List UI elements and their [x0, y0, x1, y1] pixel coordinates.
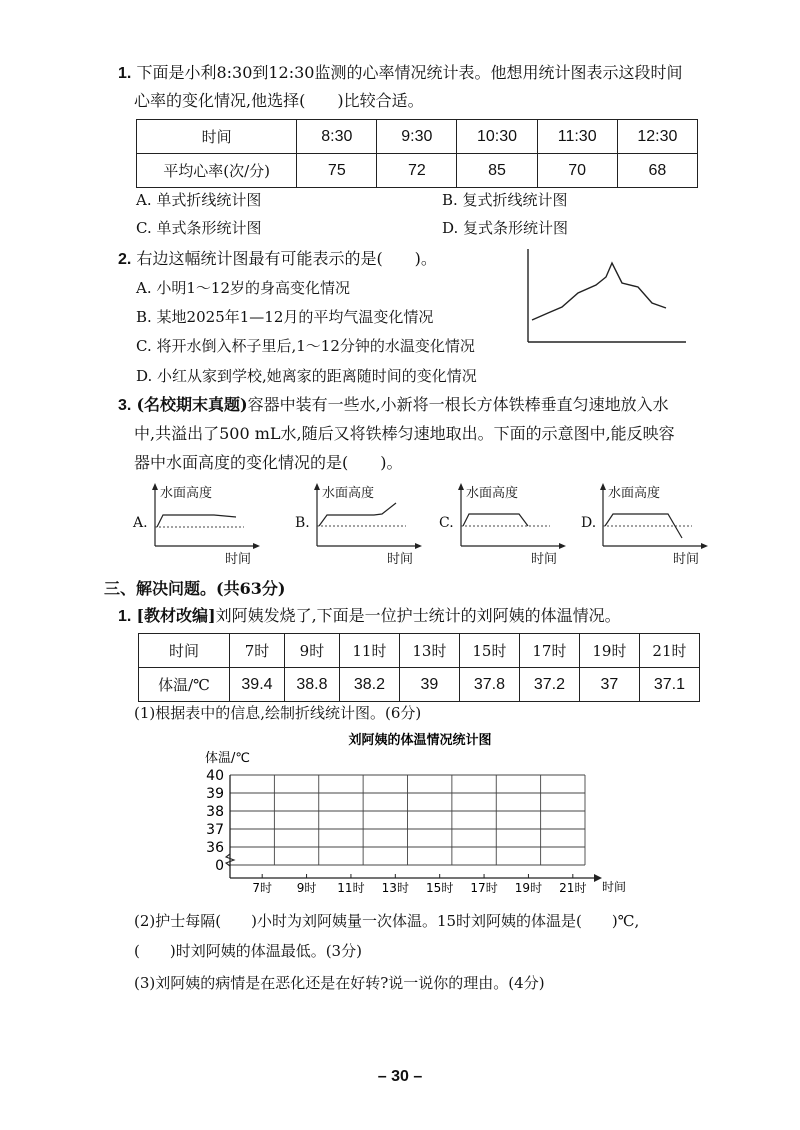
table-cell: 38.2	[339, 668, 399, 702]
y-tick-label: 38	[206, 804, 224, 820]
temperature-chart[interactable]	[195, 728, 645, 900]
q3-graph-c-ylabel: 水面高度	[466, 486, 519, 501]
table-cell: 37	[579, 668, 639, 702]
table-cell: 12:30	[617, 120, 697, 154]
chart-grid	[230, 775, 585, 865]
q3-number: 3.	[118, 397, 132, 414]
section-3-title: 三、解决问题。(共63分)	[104, 579, 286, 598]
chart-xlabel: 时间	[602, 880, 627, 894]
q3-graph-a-letter: A.	[133, 515, 148, 531]
x-tick-label: 9时	[296, 881, 317, 895]
table-cell: 75	[297, 154, 377, 188]
q1-line1	[118, 62, 682, 85]
table-cell: 11:30	[537, 120, 617, 154]
table-cell: 17时	[519, 634, 579, 668]
chart-ylabel: 体温/℃	[205, 751, 250, 766]
page-number: – 30 –	[377, 1068, 423, 1085]
x-tick-label: 7时	[252, 881, 273, 895]
table-cell: 39.4	[230, 668, 285, 702]
table-row	[139, 668, 700, 702]
table-row	[139, 634, 700, 668]
table-cell: 9时	[284, 634, 339, 668]
x-tick-label: 19时	[514, 881, 543, 895]
table-cell: 体温/℃	[139, 668, 230, 702]
y-tick-label: 37	[206, 822, 224, 838]
q1-option-c[interactable]: C. 单式条形统计图	[136, 219, 262, 237]
q3-graph-b[interactable]	[294, 480, 424, 565]
q3-stem-2: 中,共溢出了500 mL水,随后又将铁棒匀速地取出。下面的示意图中,能反映容	[134, 424, 675, 443]
x-tick-label: 21时	[559, 881, 587, 895]
x-tick-label: 15时	[426, 881, 454, 895]
q3-graph-d-ylabel: 水面高度	[608, 486, 661, 501]
chart-title: 刘阿姨的体温情况统计图	[348, 733, 492, 748]
q2-option-a[interactable]: A. 小明1～12岁的身高变化情况	[136, 279, 351, 297]
q3-stem-3: 器中水面高度的变化情况的是( )。	[134, 453, 403, 472]
p1-number: 1.	[118, 608, 132, 625]
q3-graph-b-xlabel: 时间	[387, 552, 414, 567]
p1-tag: [教材改编]	[136, 606, 216, 625]
y-tick-label: 39	[206, 786, 224, 802]
chart-x-ticks	[252, 874, 586, 895]
q1-number: 1.	[118, 65, 132, 82]
q3-graph-b-ylabel: 水面高度	[322, 486, 375, 501]
q3-graph-d-letter: D.	[581, 515, 597, 531]
q3-line1	[118, 394, 669, 417]
y-tick-label: 0	[215, 858, 224, 874]
table-cell: 8:30	[297, 120, 377, 154]
q1-stem-1: 下面是小利8:30到12:30监测的心率情况统计表。他想用统计图表示这段时间	[136, 63, 683, 82]
table-cell: 37.2	[519, 668, 579, 702]
table-cell: 21时	[639, 634, 699, 668]
p1-stem-line	[118, 605, 621, 628]
q2-trend-line	[532, 263, 666, 320]
table-cell: 平均心率(次/分)	[137, 154, 297, 188]
q1-option-a[interactable]: A. 单式折线统计图	[136, 191, 262, 209]
table-cell: 7时	[230, 634, 285, 668]
y-tick-label: 36	[206, 840, 224, 856]
chart-y-ticks	[206, 768, 224, 874]
table-cell: 37.1	[639, 668, 699, 702]
p1-temperature-table	[138, 633, 700, 702]
x-tick-label: 11时	[337, 881, 365, 895]
table-cell: 时间	[139, 634, 230, 668]
table-cell: 13时	[399, 634, 459, 668]
table-cell: 72	[377, 154, 457, 188]
chart-axes	[226, 775, 602, 882]
y-tick-label: 40	[206, 768, 224, 784]
q3-graph-a-ylabel: 水面高度	[160, 486, 213, 501]
q1-heart-rate-table	[136, 119, 698, 188]
q3-graph-a-xlabel: 时间	[225, 552, 252, 567]
table-cell: 15时	[459, 634, 519, 668]
q3-graph-c-xlabel: 时间	[531, 552, 558, 567]
table-row	[137, 120, 698, 154]
table-cell: 37.8	[459, 668, 519, 702]
q3-graph-d[interactable]	[580, 480, 710, 565]
table-cell: 时间	[137, 120, 297, 154]
table-row	[137, 154, 698, 188]
q2-line-graph	[520, 245, 690, 350]
p1-sub1: (1)根据表中的信息,绘制折线统计图。(6分)	[134, 704, 422, 722]
table-cell: 68	[617, 154, 697, 188]
q3-stem-1: 容器中装有一些水,小新将一根长方体铁棒垂直匀速地放入水	[247, 395, 669, 414]
q3-graph-c-letter: C.	[439, 515, 454, 531]
q2-axes	[528, 249, 686, 342]
p1-stem: 刘阿姨发烧了,下面是一位护士统计的刘阿姨的体温情况。	[215, 606, 621, 625]
q2-stem: 右边这幅统计图最有可能表示的是( )。	[136, 249, 437, 268]
q1-option-d[interactable]: D. 复式条形统计图	[442, 219, 569, 237]
table-cell: 19时	[579, 634, 639, 668]
q2-option-c[interactable]: C. 将开水倒入杯子里后,1～12分钟的水温变化情况	[136, 337, 475, 355]
table-cell: 38.8	[284, 668, 339, 702]
p1-sub3: (3)刘阿姨的病情是在恶化还是在好转?说一说你的理由。(4分)	[134, 974, 545, 992]
q2-stem-line	[118, 248, 437, 271]
table-cell: 70	[537, 154, 617, 188]
p1-sub2-line2: ( )时刘阿姨的体温最低。(3分)	[134, 942, 362, 960]
table-cell: 39	[399, 668, 459, 702]
q1-stem-2: 心率的变化情况,他选择( )比较合适。	[134, 91, 424, 110]
q1-option-b[interactable]: B. 复式折线统计图	[442, 191, 568, 209]
q3-graph-b-letter: B.	[295, 515, 310, 531]
q2-option-b[interactable]: B. 某地2025年1—12月的平均气温变化情况	[136, 308, 434, 326]
table-cell: 9:30	[377, 120, 457, 154]
q3-graph-a[interactable]	[132, 480, 262, 565]
table-cell: 10:30	[457, 120, 537, 154]
q3-tag: (名校期末真题)	[136, 395, 248, 414]
x-tick-label: 13时	[381, 881, 409, 895]
table-cell: 11时	[339, 634, 399, 668]
p1-sub2-line1: (2)护士每隔( )小时为刘阿姨量一次体温。15时刘阿姨的体温是( )℃,	[134, 912, 640, 930]
q3-graph-d-xlabel: 时间	[673, 552, 700, 567]
q2-number: 2.	[118, 251, 132, 268]
q2-option-d[interactable]: D. 小红从家到学校,她离家的距离随时间的变化情况	[136, 367, 477, 385]
table-cell: 85	[457, 154, 537, 188]
q3-graph-c[interactable]	[438, 480, 568, 565]
x-tick-label: 17时	[470, 881, 498, 895]
